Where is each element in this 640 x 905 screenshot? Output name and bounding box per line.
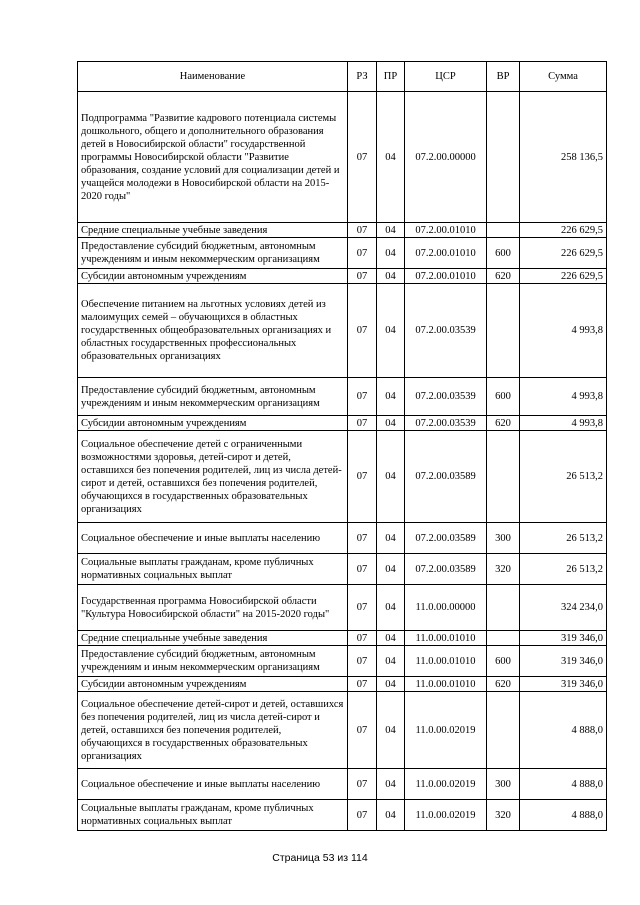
row-vr: 600 bbox=[487, 238, 520, 269]
row-pr: 04 bbox=[377, 416, 405, 431]
row-rz: 07 bbox=[348, 554, 377, 585]
row-rz: 07 bbox=[348, 223, 377, 238]
table-row bbox=[78, 585, 607, 631]
row-csr: 07.2.00.03539 bbox=[405, 378, 487, 416]
row-name: Субсидии автономным учреждениям bbox=[78, 416, 348, 431]
table-row bbox=[78, 269, 607, 284]
row-pr: 04 bbox=[377, 800, 405, 831]
table-row bbox=[78, 554, 607, 585]
row-name: Предоставление субсидий бюджетным, автономным учреждениям и иным некоммерческим организациям bbox=[78, 378, 348, 416]
row-rz: 07 bbox=[348, 585, 377, 631]
table-row bbox=[78, 677, 607, 692]
row-vr: 600 bbox=[487, 378, 520, 416]
row-sum: 226 629,5 bbox=[520, 223, 607, 238]
row-name: Социальное обеспечение и иные выплаты населению bbox=[78, 769, 348, 800]
row-name: Социальное обеспечение детей с ограниченными возможностями здоровья, детей-сирот и детей, оставшихся без попечения родителей, лиц из числа детей-сирот и детей, оставшихся без попечения родителей, обучающихся в государственных образовательных организациях bbox=[78, 431, 348, 523]
row-rz: 07 bbox=[348, 677, 377, 692]
page-number: Страница 53 из 114 bbox=[272, 852, 368, 864]
row-name: Социальные выплаты гражданам, кроме публичных нормативных социальных выплат bbox=[78, 800, 348, 831]
row-pr: 04 bbox=[377, 646, 405, 677]
header-rz: РЗ bbox=[348, 62, 377, 92]
row-sum: 4 888,0 bbox=[520, 692, 607, 769]
row-pr: 04 bbox=[377, 92, 405, 223]
row-rz: 07 bbox=[348, 431, 377, 523]
table-row bbox=[78, 692, 607, 769]
row-rz: 07 bbox=[348, 269, 377, 284]
row-sum: 324 234,0 bbox=[520, 585, 607, 631]
row-rz: 07 bbox=[348, 284, 377, 378]
table-row bbox=[78, 631, 607, 646]
row-csr: 07.2.00.03589 bbox=[405, 431, 487, 523]
table-row bbox=[78, 378, 607, 416]
row-name: Субсидии автономным учреждениям bbox=[78, 677, 348, 692]
table-row bbox=[78, 523, 607, 554]
row-vr bbox=[487, 585, 520, 631]
table-body bbox=[78, 92, 607, 831]
row-sum: 4 888,0 bbox=[520, 800, 607, 831]
row-sum: 226 629,5 bbox=[520, 269, 607, 284]
header-csr: ЦСР bbox=[405, 62, 487, 92]
row-vr: 600 bbox=[487, 646, 520, 677]
row-pr: 04 bbox=[377, 769, 405, 800]
row-pr: 04 bbox=[377, 431, 405, 523]
row-pr: 04 bbox=[377, 378, 405, 416]
row-sum: 319 346,0 bbox=[520, 677, 607, 692]
row-pr: 04 bbox=[377, 677, 405, 692]
row-csr: 07.2.00.01010 bbox=[405, 223, 487, 238]
row-vr: 620 bbox=[487, 269, 520, 284]
row-vr: 300 bbox=[487, 769, 520, 800]
row-name: Социальное обеспечение детей-сирот и детей, оставшихся без попечения родителей, лиц из числа детей-сирот и детей, оставшихся без попечения родителей, обучающихся в государственных образовательных организациях bbox=[78, 692, 348, 769]
row-csr: 11.0.00.01010 bbox=[405, 677, 487, 692]
row-csr: 11.0.00.01010 bbox=[405, 631, 487, 646]
row-pr: 04 bbox=[377, 585, 405, 631]
row-rz: 07 bbox=[348, 238, 377, 269]
row-vr: 620 bbox=[487, 416, 520, 431]
row-sum: 4 993,8 bbox=[520, 416, 607, 431]
row-csr: 11.0.00.01010 bbox=[405, 646, 487, 677]
row-pr: 04 bbox=[377, 692, 405, 769]
row-rz: 07 bbox=[348, 523, 377, 554]
row-rz: 07 bbox=[348, 800, 377, 831]
row-rz: 07 bbox=[348, 769, 377, 800]
row-name: Обеспечение питанием на льготных условиях детей из малоимущих семей – обучающихся в областных государственных общеобразовательных организациях и областных государственных профессиональных образовательных организациях bbox=[78, 284, 348, 378]
row-sum: 4 993,8 bbox=[520, 378, 607, 416]
row-vr: 320 bbox=[487, 800, 520, 831]
row-vr: 620 bbox=[487, 677, 520, 692]
row-sum: 319 346,0 bbox=[520, 631, 607, 646]
table-row bbox=[78, 92, 607, 223]
row-sum: 26 513,2 bbox=[520, 431, 607, 523]
row-rz: 07 bbox=[348, 631, 377, 646]
row-csr: 11.0.00.00000 bbox=[405, 585, 487, 631]
row-name: Социальное обеспечение и иные выплаты населению bbox=[78, 523, 348, 554]
table-row bbox=[78, 646, 607, 677]
row-vr bbox=[487, 431, 520, 523]
row-sum: 4 993,8 bbox=[520, 284, 607, 378]
row-pr: 04 bbox=[377, 269, 405, 284]
row-csr: 11.0.00.02019 bbox=[405, 800, 487, 831]
row-name: Средние специальные учебные заведения bbox=[78, 223, 348, 238]
row-csr: 11.0.00.02019 bbox=[405, 769, 487, 800]
row-rz: 07 bbox=[348, 692, 377, 769]
row-csr: 11.0.00.02019 bbox=[405, 692, 487, 769]
row-rz: 07 bbox=[348, 416, 377, 431]
table-row bbox=[78, 800, 607, 831]
row-name: Подпрограмма "Развитие кадрового потенциала системы дошкольного, общего и дополнительного образования детей в Новосибирской области" государственной программы Новосибирской области "Развитие образования, создание условий для социализации детей и учащейся молодежи в Новосибирской области на 2015-2020 годы" bbox=[78, 92, 348, 223]
table-row bbox=[78, 223, 607, 238]
row-csr: 07.2.00.00000 bbox=[405, 92, 487, 223]
row-sum: 26 513,2 bbox=[520, 523, 607, 554]
row-pr: 04 bbox=[377, 631, 405, 646]
header-sum: Сумма bbox=[520, 62, 607, 92]
table-header-row bbox=[78, 62, 607, 92]
table-row bbox=[78, 238, 607, 269]
header-name: Наименование bbox=[78, 62, 348, 92]
row-name: Предоставление субсидий бюджетным, автономным учреждениям и иным некоммерческим организациям bbox=[78, 646, 348, 677]
row-vr: 300 bbox=[487, 523, 520, 554]
row-pr: 04 bbox=[377, 554, 405, 585]
row-pr: 04 bbox=[377, 238, 405, 269]
row-name: Государственная программа Новосибирской области "Культура Новосибирской области" на 2015-2020 годы" bbox=[78, 585, 348, 631]
table-row bbox=[78, 284, 607, 378]
row-pr: 04 bbox=[377, 284, 405, 378]
row-pr: 04 bbox=[377, 223, 405, 238]
table-row bbox=[78, 431, 607, 523]
row-vr: 320 bbox=[487, 554, 520, 585]
row-rz: 07 bbox=[348, 646, 377, 677]
row-csr: 07.2.00.03589 bbox=[405, 523, 487, 554]
row-vr bbox=[487, 692, 520, 769]
header-pr: ПР bbox=[377, 62, 405, 92]
row-pr: 04 bbox=[377, 523, 405, 554]
row-csr: 07.2.00.03539 bbox=[405, 284, 487, 378]
row-name: Средние специальные учебные заведения bbox=[78, 631, 348, 646]
row-sum: 26 513,2 bbox=[520, 554, 607, 585]
row-vr bbox=[487, 92, 520, 223]
row-sum: 319 346,0 bbox=[520, 646, 607, 677]
row-vr bbox=[487, 631, 520, 646]
row-sum: 226 629,5 bbox=[520, 238, 607, 269]
row-csr: 07.2.00.03589 bbox=[405, 554, 487, 585]
row-csr: 07.2.00.01010 bbox=[405, 238, 487, 269]
row-rz: 07 bbox=[348, 92, 377, 223]
row-name: Предоставление субсидий бюджетным, автономным учреждениям и иным некоммерческим организациям bbox=[78, 238, 348, 269]
header-vr: ВР bbox=[487, 62, 520, 92]
row-name: Субсидии автономным учреждениям bbox=[78, 269, 348, 284]
row-rz: 07 bbox=[348, 378, 377, 416]
row-sum: 258 136,5 bbox=[520, 92, 607, 223]
row-csr: 07.2.00.03539 bbox=[405, 416, 487, 431]
row-csr: 07.2.00.01010 bbox=[405, 269, 487, 284]
table-row bbox=[78, 769, 607, 800]
row-sum: 4 888,0 bbox=[520, 769, 607, 800]
budget-table bbox=[77, 61, 607, 831]
row-vr bbox=[487, 284, 520, 378]
table-row bbox=[78, 416, 607, 431]
row-vr bbox=[487, 223, 520, 238]
row-name: Социальные выплаты гражданам, кроме публичных нормативных социальных выплат bbox=[78, 554, 348, 585]
